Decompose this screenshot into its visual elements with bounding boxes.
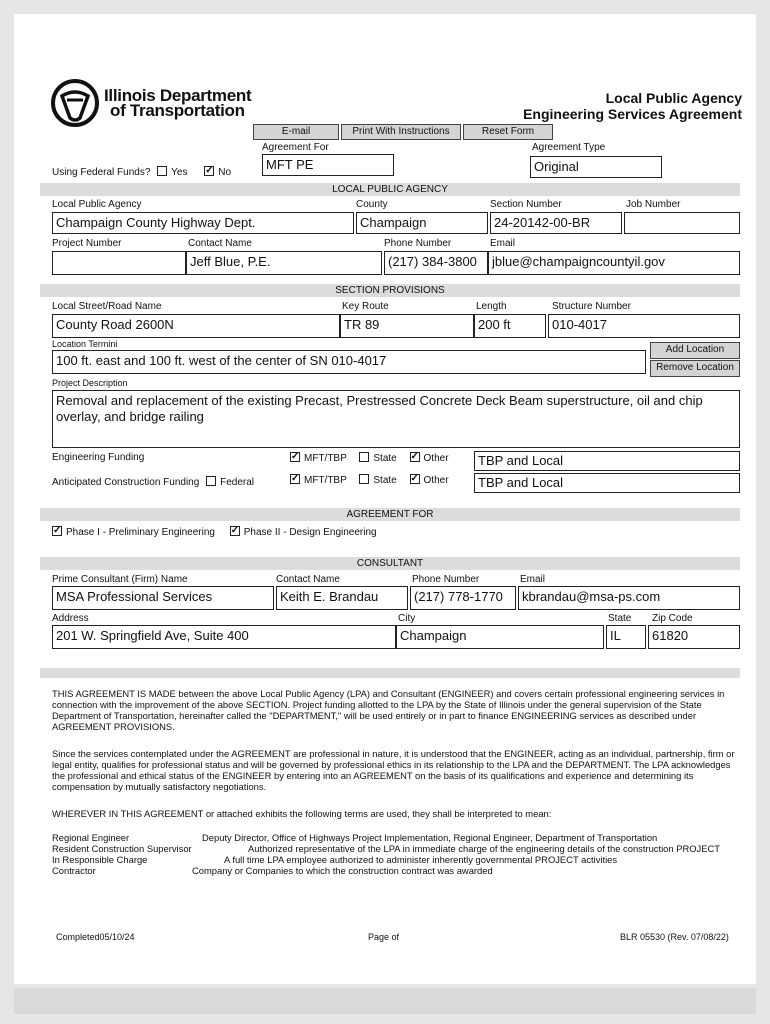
job-number-field[interactable]: [624, 212, 740, 234]
term-name: Contractor: [52, 865, 96, 876]
project-number-field[interactable]: [52, 251, 186, 275]
term-row: [52, 854, 742, 865]
term-definition: Deputy Director, Office of Highways Project Implementation, Regional Engineer, Department of Transportation: [202, 832, 658, 843]
constr-state-label: State: [373, 475, 397, 486]
constr-state-checkbox[interactable]: [359, 474, 369, 484]
federal-no-checkbox[interactable]: [204, 166, 214, 176]
phase-row: [52, 526, 377, 538]
project-description-field[interactable]: Removal and replacement of the existing Precast, Prestressed Concrete Deck Beam superstructure, oil and chip overlay, and bridge railing: [52, 390, 740, 448]
agreement-for-field[interactable]: MFT PE: [262, 154, 394, 176]
constr-federal-label: Federal: [220, 477, 254, 488]
firm-name-field[interactable]: MSA Professional Services: [52, 586, 274, 610]
key-route-label: Key Route: [342, 301, 389, 312]
term-name: Regional Engineer: [52, 832, 130, 843]
phone-number-field[interactable]: (217) 384-3800: [384, 251, 488, 275]
divider-band: [40, 668, 740, 678]
term-row: [52, 832, 742, 843]
consultant-email-field[interactable]: kbrandau@msa-ps.com: [518, 586, 740, 610]
structure-number-field[interactable]: 010-4017: [548, 314, 740, 338]
location-termini-label: Location Termini: [52, 339, 118, 349]
eng-state-label: State: [373, 453, 397, 464]
email-label: Email: [490, 238, 516, 249]
constr-other-checkbox[interactable]: [410, 474, 420, 484]
completed-date: Completed05/10/24: [56, 932, 135, 942]
constr-mft-checkbox[interactable]: [290, 474, 300, 484]
agreement-paragraph-3: WHEREVER IN THIS AGREEMENT or attached exhibits the following terms are used, they shall be interpreted to mean:: [52, 808, 552, 819]
eng-mft-label: MFT/TBP: [304, 453, 347, 464]
structure-number-label: Structure Number: [552, 301, 631, 312]
idot-logo-icon: [50, 78, 100, 128]
federal-yes-label: Yes: [171, 167, 188, 178]
project-number-label: Project Number: [52, 238, 122, 249]
section-number-label: Section Number: [490, 199, 562, 210]
form-title-1: Local Public Agency: [605, 90, 742, 106]
county-field[interactable]: Champaign: [356, 212, 488, 234]
engineering-funding-options: [290, 452, 449, 464]
length-label: Length: [476, 301, 507, 312]
project-description-label: Project Description: [52, 378, 128, 388]
contact-name-field[interactable]: Jeff Blue, P.E.: [186, 251, 382, 275]
road-name-field[interactable]: County Road 2600N: [52, 314, 340, 338]
consultant-contact-field[interactable]: Keith E. Brandau: [276, 586, 408, 610]
eng-other-label: Other: [423, 453, 449, 464]
eng-other-field[interactable]: TBP and Local: [474, 451, 740, 471]
lpa-section-header: LOCAL PUBLIC AGENCY: [40, 183, 740, 196]
eng-mft-checkbox[interactable]: [290, 452, 300, 462]
constr-other-label: Other: [423, 475, 449, 486]
consultant-phone-field[interactable]: (217) 778-1770: [410, 586, 516, 610]
phase1-checkbox[interactable]: [52, 526, 62, 536]
phone-number-label: Phone Number: [384, 238, 452, 249]
agreement-paragraph-2: Since the services contemplated under the AGREEMENT are professional in nature, it is understood that the ENGINEER, acting as an individual, partnership, firm or legal entity, qualifies for professional status and will be governed by professional ethics in its relationship to the LPA and the DEPARTMENT. The LPA acknowledges the professional and ethical status of the ENGINEER by entering into an AGREEMENT on the basis of its qualifications and experience and determining its compensation by mutually satisfactory negotiations.: [52, 748, 735, 792]
zip-code-field[interactable]: 61820: [648, 625, 740, 649]
location-termini-field[interactable]: 100 ft. east and 100 ft. west of the center of SN 010-4017: [52, 350, 646, 374]
consultant-contact-label: Contact Name: [276, 574, 340, 585]
key-route-field[interactable]: TR 89: [340, 314, 474, 338]
form-title-2: Engineering Services Agreement: [523, 106, 742, 122]
state-label: State: [608, 613, 632, 624]
consultant-email-label: Email: [520, 574, 546, 585]
term-definition: Company or Companies to which the construction contract was awarded: [192, 865, 493, 876]
length-field[interactable]: 200 ft: [474, 314, 546, 338]
constr-other-field[interactable]: TBP and Local: [474, 473, 740, 493]
state-field[interactable]: IL: [606, 625, 646, 649]
term-definition: A full time LPA employee authorized to administer inherently governmental PROJECT activities: [224, 854, 618, 865]
federal-funds-label: Using Federal Funds?: [52, 167, 151, 178]
email-button[interactable]: E-mail: [253, 124, 339, 140]
agreement-paragraph-1: THIS AGREEMENT IS MADE between the above Local Public Agency (LPA) and Consultant (ENGINEER) and covers certain professional engineering services in connection with the improvement of the above SECTION. Project funding allotted to the LPA by the State of Illinois under the general supervision of the State Department of Transportation, hereinafter called the "DEPARTMENT," will be used entirely or in part to finance ENGINEERING services as described under AGREEMENT PROVISIONS.: [52, 688, 725, 732]
agreement-type-label: Agreement Type: [532, 142, 606, 153]
section-provisions-header: SECTION PROVISIONS: [40, 284, 740, 297]
email-field[interactable]: jblue@champaigncountyil.gov: [488, 251, 740, 275]
federal-yes-checkbox[interactable]: [157, 166, 167, 176]
constr-mft-label: MFT/TBP: [304, 475, 347, 486]
term-definition: Authorized representative of the LPA in immediate charge of the engineering details of the construction PROJECT: [248, 843, 720, 854]
job-number-label: Job Number: [626, 199, 681, 210]
form-id: BLR 05530 (Rev. 07/08/22): [620, 932, 729, 942]
agency-line-2: of Transportation: [110, 101, 245, 120]
road-name-label: Local Street/Road Name: [52, 301, 162, 312]
page-number: Page of: [368, 932, 400, 942]
lpa-field[interactable]: Champaign County Highway Dept.: [52, 212, 354, 234]
address-field[interactable]: 201 W. Springfield Ave, Suite 400: [52, 625, 396, 649]
address-label: Address: [52, 613, 89, 624]
eng-state-checkbox[interactable]: [359, 452, 369, 462]
section-number-field[interactable]: 24-20142-00-BR: [490, 212, 622, 234]
terms-list: [52, 832, 742, 876]
engineering-funding-label: Engineering Funding: [52, 452, 145, 463]
lpa-label: Local Public Agency: [52, 199, 142, 210]
construction-funding-row: [52, 476, 254, 488]
firm-name-label: Prime Consultant (Firm) Name: [52, 574, 188, 585]
agency-name: [104, 88, 251, 118]
term-name: Resident Construction Supervisor: [52, 843, 192, 854]
county-label: County: [356, 199, 388, 210]
bottom-strip: [14, 988, 756, 1014]
print-button[interactable]: Print With Instructions: [341, 124, 461, 140]
city-field[interactable]: Champaign: [396, 625, 604, 649]
agreement-for-label: Agreement For: [262, 142, 329, 153]
term-row: [52, 843, 742, 854]
term-row: [52, 865, 742, 876]
construction-funding-options: [290, 474, 449, 486]
term-name: In Responsible Charge: [52, 854, 148, 865]
constr-federal-checkbox[interactable]: [206, 476, 216, 486]
federal-funds-row: [52, 166, 231, 178]
construction-funding-label: Anticipated Construction Funding: [52, 477, 200, 488]
phase2-checkbox[interactable]: [230, 526, 240, 536]
city-label: City: [398, 613, 416, 624]
agency-line-1: Illinois Department: [104, 86, 252, 105]
agreement-for-section-header: AGREEMENT FOR: [40, 508, 740, 521]
phase2-label: Phase II - Design Engineering: [243, 527, 377, 538]
reset-form-button[interactable]: Reset Form: [463, 124, 553, 140]
zip-code-label: Zip Code: [652, 613, 693, 624]
phase1-label: Phase I - Preliminary Engineering: [66, 527, 215, 538]
federal-no-label: No: [218, 167, 232, 178]
consultant-phone-label: Phone Number: [412, 574, 480, 585]
add-location-button[interactable]: Add Location: [650, 342, 740, 359]
agreement-type-field[interactable]: Original: [530, 156, 662, 178]
contact-name-label: Contact Name: [188, 238, 252, 249]
consultant-section-header: CONSULTANT: [40, 557, 740, 570]
remove-location-button[interactable]: Remove Location: [650, 360, 740, 377]
eng-other-checkbox[interactable]: [410, 452, 420, 462]
